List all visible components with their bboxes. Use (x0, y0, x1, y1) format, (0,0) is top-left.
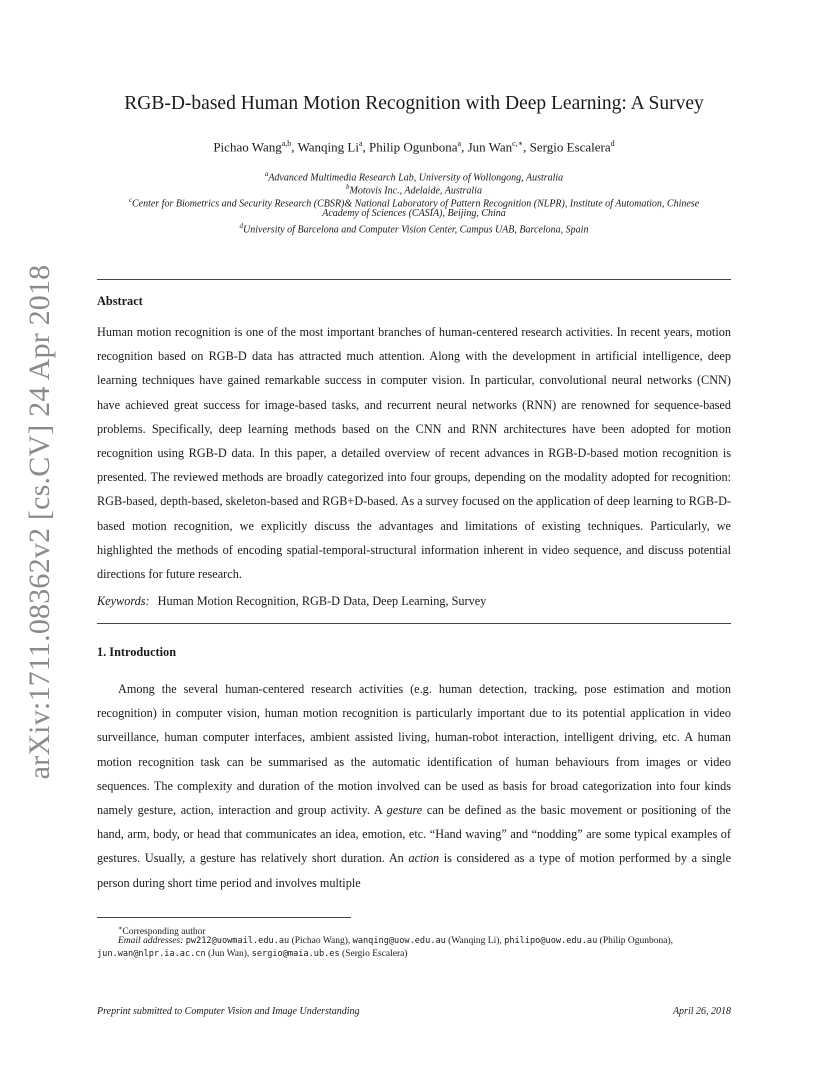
email-address[interactable]: jun.wan@nlpr.ia.ac.cn (97, 949, 206, 959)
author-name: Pichao Wang (213, 139, 282, 155)
email-owner: (Pichao Wang), (289, 936, 353, 946)
affiliation-text: Academy of Sciences (CASIA), Beijing, China (322, 208, 506, 219)
author-affiliation-mark: a,b (281, 139, 292, 148)
abstract-body (97, 320, 731, 586)
paragraph-text: can be defined as the basic movement or positioning of the hand, arm, body, or head that communicates an idea, emotion, etc. “Hand waving” and “nodding” are some typical examples of gestures. Usually, a gesture has relatively short duration. An (97, 803, 731, 866)
author-list (0, 139, 828, 155)
abstract-bottom-rule (97, 623, 731, 624)
affiliation-mark: d (239, 222, 244, 230)
abstract-text: Human motion recognition is one of the most important branches of human-centered research activities. In recent years, motion recognition based on RGB-D data has attracted much attention. Along with the development in artificial intelligence, deep learning techniques have gained remarkable success in computer vision. In particular, convolutional neural networks (CNN) have achieved great success for image-based tasks, and recurrent neural networks (RNN) are renowned for sequence-based problems. Specifically, deep learning methods based on the CNN and RNN architectures have been adopted for motion recognition using RGB-D data. In this paper, a detailed overview of recent advances in RGB-D-based motion recognition is presented. The reviewed methods are broadly categorized into four groups, depending on the modality adopted for recognition: RGB-based, depth-based, skeleton-based and RGB+D-based. As a survey focused on the application of deep learning to RGB-D-based motion recognition, we explicitly discuss the advantages and limitations of existing techniques. Particularly, we highlighted the methods of encoding spatial-temporal-structural information inherent in video sequence, and discuss potential directions for future research. (97, 325, 731, 582)
email-owner: (Jun Wan), (205, 949, 252, 959)
keywords-label: Keywords: (97, 594, 150, 608)
affiliation-text: Motovis Inc., Adelaide, Australia (349, 185, 482, 197)
author-affiliation-mark: a (358, 139, 363, 148)
author-name: Philip Ogunbona (369, 139, 458, 155)
emphasized-term: action (408, 851, 440, 866)
author-affiliation-mark: a (457, 139, 462, 148)
affiliation-text: Center for Biometrics and Security Research (CBSR)& National Laboratory of Pattern Recognition (NLPR), Institute of Automation, Chinese (131, 198, 700, 210)
email-owner: (Wanqing Li), (445, 936, 505, 946)
arxiv-identifier-stamp: arXiv:1711.08362v2 [cs.CV] 24 Apr 2018 (23, 264, 56, 780)
affiliation-text: Advanced Multimedia Research Lab, University of Wollongong, Australia (268, 172, 564, 184)
affiliation-mark: a (264, 170, 269, 178)
section-heading-introduction: 1. Introduction (97, 645, 177, 659)
author-name: Jun Wan (467, 139, 513, 155)
email-owner: (Sergio Escalera) (339, 949, 408, 959)
footnote-rule (97, 917, 351, 918)
affiliation-d (0, 220, 828, 236)
email-footnote (97, 935, 731, 961)
footnote-text: Corresponding author (122, 927, 206, 938)
email-address[interactable]: wanqing@uow.edu.au (352, 936, 446, 946)
email-owner: (Philip Ogunbona), (597, 936, 674, 946)
affiliation-mark: b (346, 183, 350, 191)
paper-title: RGB-D-based Human Motion Recognition with Deep Learning: A Survey (124, 93, 704, 114)
introduction-paragraph (97, 677, 731, 895)
email-address[interactable]: philipo@uow.edu.au (504, 936, 598, 946)
keywords-line (97, 594, 486, 609)
abstract-top-rule (97, 279, 731, 280)
affiliation-text: University of Barcelona and Computer Vision Center, Campus UAB, Barcelona, Spain (243, 224, 589, 236)
author-affiliation-mark: c,∗ (512, 139, 524, 148)
author-name: Sergio Escalera (529, 139, 611, 155)
email-label: Email addresses: (118, 936, 184, 946)
author-separator: , (461, 139, 468, 155)
paragraph-text: Among the several human-centered research activities (e.g. human detection, tracking, pose estimation and motion recognition) in computer vision, human motion recognition is particularly important due to its potential application in video surveillance, human computer interfaces, ambient assisted living, human-robot interaction, intelligent driving, etc. A human motion recognition task can be summarised as the automatic identification of human behaviours from images or video sequences. The complexity and duration of the motion involved can be used as basis for broad categorization into four kinds namely gesture, action, interaction and group activity. A (97, 682, 731, 818)
author-affiliation-mark: d (610, 139, 615, 148)
author-separator: , (523, 139, 530, 155)
emphasized-term: gesture (386, 803, 423, 818)
affiliation-c-continued (0, 207, 828, 220)
email-address[interactable]: sergio@maia.ub.es (251, 949, 340, 959)
paragraph-text: is considered as a type of motion performed by a single person during short time period and involves multiple (97, 851, 732, 890)
affiliation-mark: c (128, 196, 132, 204)
author-separator: , (291, 139, 298, 155)
abstract-heading: Abstract (97, 294, 143, 308)
footer-preprint-note: Preprint submitted to Computer Vision and Image Understanding (97, 1006, 360, 1017)
author-name: Wanqing Li (297, 139, 359, 155)
email-address[interactable]: pw212@uowmail.edu.au (185, 936, 290, 946)
author-separator: , (362, 139, 370, 155)
keywords-text: Human Motion Recognition, RGB-D Data, Deep Learning, Survey (157, 594, 487, 608)
footnote-mark: ∗ (118, 925, 123, 932)
introduction-body (97, 677, 731, 895)
footer-date: April 26, 2018 (672, 1006, 731, 1017)
